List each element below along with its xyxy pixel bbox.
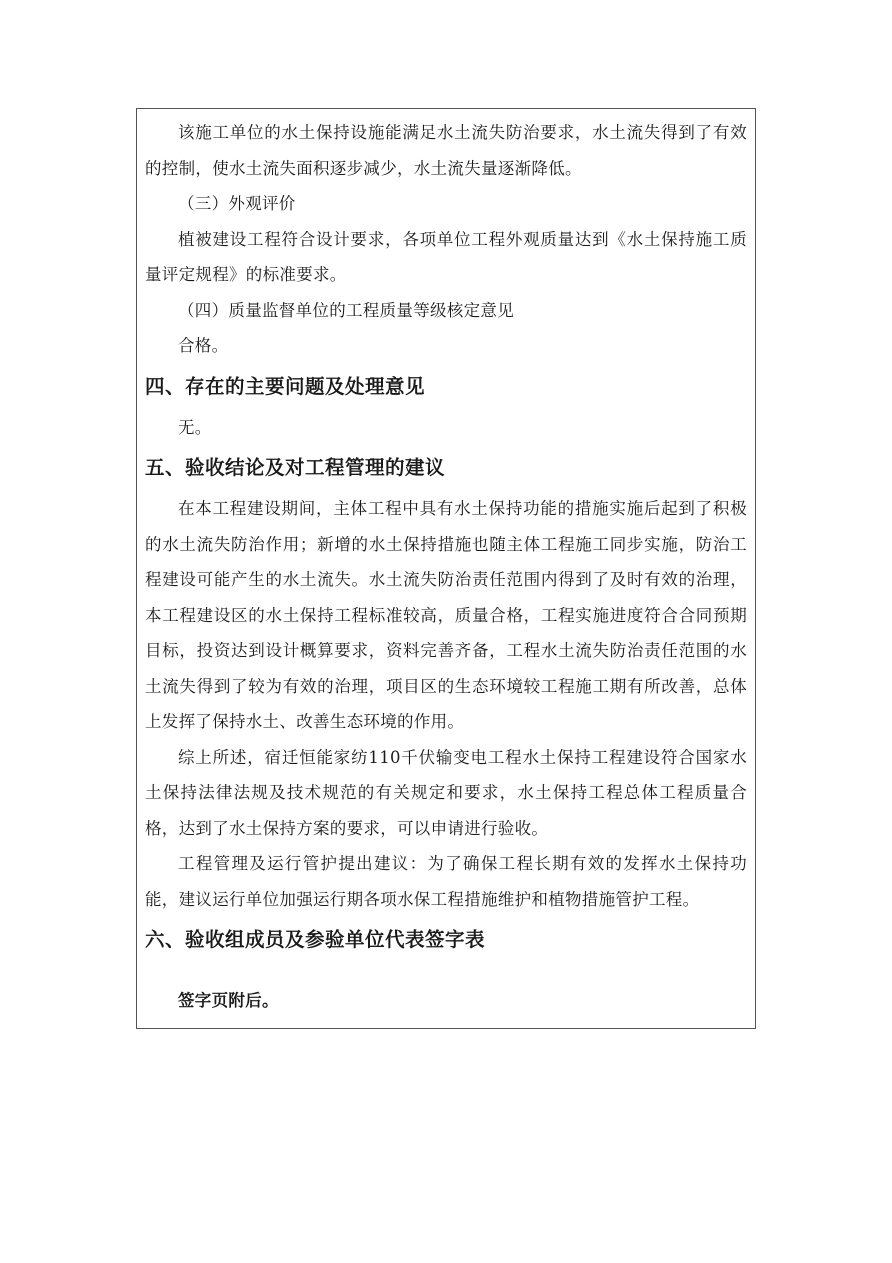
document-frame — [136, 108, 756, 1029]
heading-section-4: 四、存在的主要问题及处理意见 — [145, 374, 426, 398]
paragraph-control-effect: 该施工单位的水土保持设施能满足水土流失防治要求，水土流失得到了有效的控制，使水土流失面积逐步减少，水土流失量逐渐降低。 — [145, 123, 747, 178]
heading-section-5: 五、验收结论及对工程管理的建议 — [145, 456, 446, 479]
subheading-appearance-evaluation: （三）外观评价 — [178, 194, 296, 213]
paragraph-conclusion: 在本工程建设期间，主体工程中具有水土保持功能的措施实施后起到了积极的水土流失防治作用；新增的水土保持措施也随主体工程施工同步实施，防治工程建设可能产生的水土流失。水土流失防治责任范围内得到了及时有效的治理，本工程建设区的水土保持工程标准较高，质量合格，工程实施进度符合合同预期目标，投资达到设计概算要求，资料完善齐备，工程水土流失防治责任范围的水土流失得到了较为有效的治理，项目区的生态环境较工程施工期有所改善，总体上发挥了保持水土、改善生态环境的作用。 — [145, 499, 747, 731]
spacer — [145, 963, 747, 983]
paragraph-vegetation: 植被建设工程符合设计要求，各项单位工程外观质量达到《水土保持施工质量评定规程》的标准要求。 — [145, 229, 747, 284]
paragraph-summary: 综上所述，宿迁恒能家纺110千伏输变电工程水土保持工程建设符合国家水土保持法律法规及技术规范的有关规定和要求，水土保持工程总体工程质量合格，达到了水土保持方案的要求，可以申请进行验收。 — [145, 747, 747, 838]
paragraph-none: 无。 — [178, 417, 212, 437]
subheading-quality-supervision: （四）质量监督单位的工程质量等级核定意见 — [178, 300, 514, 320]
paragraph-suggestion: 工程管理及运行管护提出建议：为了确保工程长期有效的发挥水土保持功能，建议运行单位加强运行期各项水保工程措施维护和植物措施管护工程。 — [145, 854, 747, 909]
paragraph-signature-note: 签字页附后。 — [178, 991, 279, 1010]
heading-section-6: 六、验收组成员及参验单位代表签字表 — [145, 928, 486, 951]
paragraph-qualified: 合格。 — [178, 336, 229, 355]
